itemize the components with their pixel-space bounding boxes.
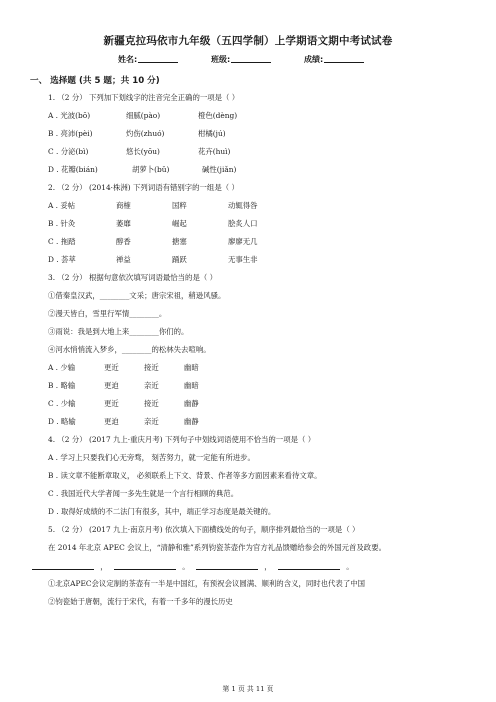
question-3-sentence-2: ②漫天皆白，雪里行军情________。 <box>48 309 167 318</box>
class-label: 班级: <box>211 55 231 64</box>
question-5-sentence-1: ①北京APEC会议定制的茶壶有一半是中国红，有预祝会议圆满、顺利的含义，同时也代表了中国 <box>48 579 365 588</box>
question-3-option-a[interactable]: A . 少输 更近 接近 幽暗 <box>48 363 199 372</box>
question-5-stem: 5. （2 分） (2017 九上·南京月考) 依次填入下面横线处的句子，顺序排列最恰当的一项是（ ） <box>48 525 360 534</box>
question-2-option-b[interactable]: B . 针灸 萎靡 崛起 脍炙人口 <box>48 219 258 228</box>
question-1-stem: 1. （2 分） 下列加下划线字的注音完全正确的一项是（ ） <box>48 93 240 102</box>
score-label: 成绩: <box>304 55 324 64</box>
question-5-blanks: ， 。 ， 。 <box>32 561 360 572</box>
question-2-stem: 2. （2 分） (2014·株洲) 下列词语有错别字的一组是（ ） <box>48 183 239 192</box>
question-3-sentence-1: ①借秦皇汉武，________文采；唐宗宋祖，稍逊风骚。 <box>48 291 226 300</box>
question-3-sentence-3: ③雨说：我是到大地上来________你们的。 <box>48 327 189 336</box>
section-heading: 一、 选择题 (共 5 题；共 10 分) <box>30 76 160 86</box>
page-footer: 第 1 页 共 11 页 <box>222 685 274 693</box>
question-1-option-a[interactable]: A . 光波(bō) 细腻(pào) 橙色(dèng) <box>48 111 238 120</box>
blank-1[interactable] <box>32 569 94 570</box>
score-field[interactable] <box>304 54 364 65</box>
name-label: 姓名: <box>118 55 138 64</box>
question-4-option-a[interactable]: A . 学习上只要我们心无旁骛， 刻苦努力，就一定能有所进步。 <box>48 453 255 462</box>
blank-3[interactable] <box>196 569 258 570</box>
score-blank[interactable] <box>324 62 364 63</box>
question-4-option-b[interactable]: B . 读文章不能断章取义， 必须联系上下文、背景、作者等多方面因素来看待文章。 <box>48 471 322 480</box>
question-1-option-c[interactable]: C . 分泌(bì) 悠长(yōu) 花卉(huì) <box>48 147 231 156</box>
question-4-option-d[interactable]: D . 取得好成绩的不二法门有很多，其中，端正学习态度是最关键的。 <box>48 507 276 516</box>
question-2-option-d[interactable]: D . 荟萃 禅益 踊跃 无事生非 <box>48 255 258 264</box>
question-1-option-b[interactable]: B . 亮沛(pèi) 灼伤(zhuó) 柑橘(jú) <box>48 129 226 138</box>
question-1-option-d[interactable]: D . 花瓣(bián) 胡萝卜(bǔ) 碱性(jiǎn) <box>48 165 237 174</box>
question-4-stem: 4. （2 分） (2017 九上·重庆月考) 下列句子中划线词语使用不恰当的一项是（ ） <box>48 435 316 444</box>
question-2-option-a[interactable]: A . 妥帖 商榷 国粹 动辄得咎 <box>48 201 258 210</box>
blank-4[interactable] <box>278 569 340 570</box>
question-3-stem: 3. （2 分） 根据句意依次填写词语最恰当的是（ ） <box>48 273 217 282</box>
name-blank[interactable] <box>138 62 178 63</box>
student-info-fields <box>118 54 394 65</box>
name-field[interactable] <box>118 54 178 65</box>
question-3-option-c[interactable]: C . 少输 更近 接近 幽静 <box>48 399 199 408</box>
question-2-option-c[interactable]: C . 拖踏 醇香 搪塞 廖廖无几 <box>48 237 258 246</box>
question-5-intro: 在 2014 年北京 APEC 会议上，“清静和雅”系列钧瓷茶壶作为官方礼品馈赠给参会的外国元首及政要。 <box>48 543 386 552</box>
question-3-option-d[interactable]: D . 略输 更迫 亲近 幽静 <box>48 417 199 426</box>
question-5-sentence-2: ②钧瓷始于唐朝，流行于宋代，有着一千多年的漫长历史 <box>48 597 233 606</box>
question-3-option-b[interactable]: B . 略输 更迫 亲近 幽暗 <box>48 381 199 390</box>
class-field[interactable] <box>211 54 271 65</box>
page-title: 新疆克拉玛依市九年级（五四学制）上学期语文期中考试试卷 <box>103 35 393 47</box>
question-4-option-c[interactable]: C . 我国近代大学者闻一多先生就是一个言行相顾的典范。 <box>48 489 239 498</box>
blank-2[interactable] <box>114 569 176 570</box>
class-blank[interactable] <box>231 62 271 63</box>
question-3-sentence-4: ④河水悄悄流入梦乡，________的松林失去喧响。 <box>48 345 211 354</box>
